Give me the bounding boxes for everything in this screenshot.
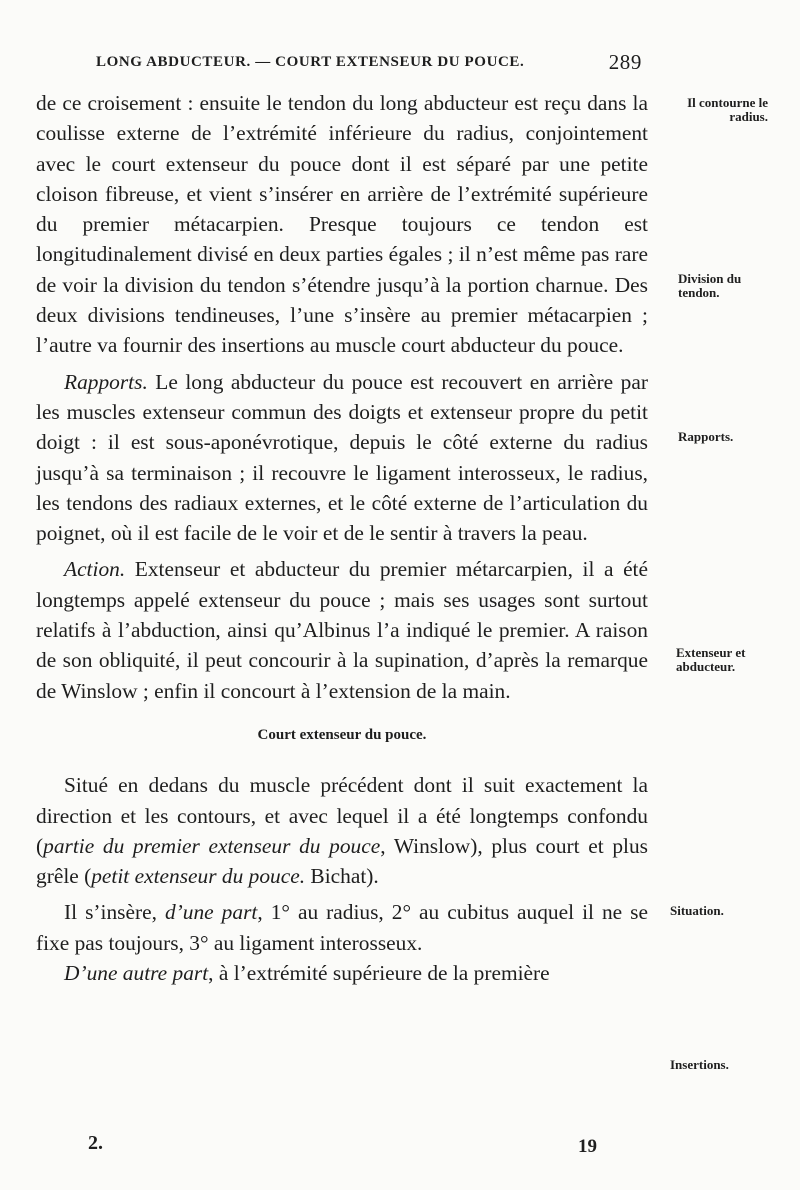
- italic-run: D’une autre part: [64, 961, 209, 986]
- margin-note-rapports: Rapports.: [678, 429, 734, 444]
- text-run: , Winslow), plus court et plus grêle (: [36, 833, 648, 889]
- paragraph-last: [36, 958, 648, 988]
- margin-note-insertions: Insertions.: [670, 1057, 729, 1072]
- signature-mark: 2.: [88, 1132, 103, 1154]
- italic-run: partie du premier extenseur du pouce: [43, 833, 381, 858]
- paragraph-continuation: [36, 88, 648, 361]
- margin-note-division: Division du tendon.: [678, 271, 742, 300]
- section-subheading: Court extenseur du pouce.: [257, 726, 427, 743]
- text-run: Situé en dedans du muscle précédent dont il suit exactement la direction et les contours, et avec lequel il a été longtemps confondu (: [36, 773, 648, 858]
- paragraph-action: [36, 554, 648, 705]
- body-text: [36, 88, 648, 988]
- running-title: LONG ABDUCTEUR. — COURT EXTENSEUR DU POUCE.: [96, 54, 525, 70]
- text-run: , 1° au radius, 2° au cubitus auquel il ne se fixe pas toujours, 3° au ligament interosseux.: [36, 900, 648, 955]
- page-number: 289: [608, 50, 642, 74]
- paragraph-text: Extenseur et abducteur du premier métarcarpien, il a été longtemps appelé extenseur du pouce ; mais ses usages sont surtout relatifs à l’abduction, ainsi qu’Albinus l’a indiqué le premier. A raison de son obliquité, il peut concourir à la supination, d’après la remarque de Winslow ; enfin il concourt à l’extension de la main.: [36, 557, 648, 703]
- italic-run: petit extenseur du pouce.: [91, 864, 306, 889]
- paragraph-text: Le long abducteur du pouce est recouvert en arrière par les muscles extenseur commun des doigts et extenseur propre du petit doigt : il est sous-aponévrotique, depuis le côté externe du radius jusqu’à sa terminaison ; il recouvre le ligament interosseux, le radius, les tendons des radiaux externes, et le côté externe de l’articulation du poignet, où il est facile de le voir et de le sentir à travers la peau.: [36, 369, 648, 546]
- text-run: Il s’insère,: [64, 900, 165, 925]
- italic-run: d’une part: [164, 900, 258, 925]
- margin-note-contourne: Il contourne le radius.: [687, 95, 768, 124]
- paragraph-situation: [36, 770, 648, 891]
- paragraph-text: de ce croisement : ensuite le tendon du long abducteur est reçu dans la coulisse externe de l’extrémité inférieure du radius, conjointement avec le court extenseur du pouce dont il est séparé par une petite cloison fibreuse, et vient s’insérer en arrière de l’extrémité supérieure du premier métacarpien. Presque toujours ce tendon est longitudinalement divisé en deux parties égales ; il n’est même pas rare de voir la division du tendon s’étendre jusqu’à la portion charnue. Des deux divisions tendineuses, l’une s’insère au premier métacarpien ; l’autre va fournir des insertions au muscle court abducteur du pouce.: [36, 91, 648, 358]
- text-run: Bichat).: [305, 864, 379, 889]
- paragraph-lead: Rapports.: [64, 369, 148, 394]
- paragraph-lead: Action.: [64, 557, 126, 582]
- text-run: , à l’extrémité supérieure de la première: [208, 961, 550, 986]
- paragraph-rapports: [36, 367, 648, 549]
- margin-note-situation: Situation.: [670, 903, 724, 918]
- paragraph-insertions: [36, 897, 648, 958]
- margin-note-extenseur: Extenseur et abducteur.: [676, 645, 746, 674]
- sheet-number: 19: [578, 1136, 597, 1157]
